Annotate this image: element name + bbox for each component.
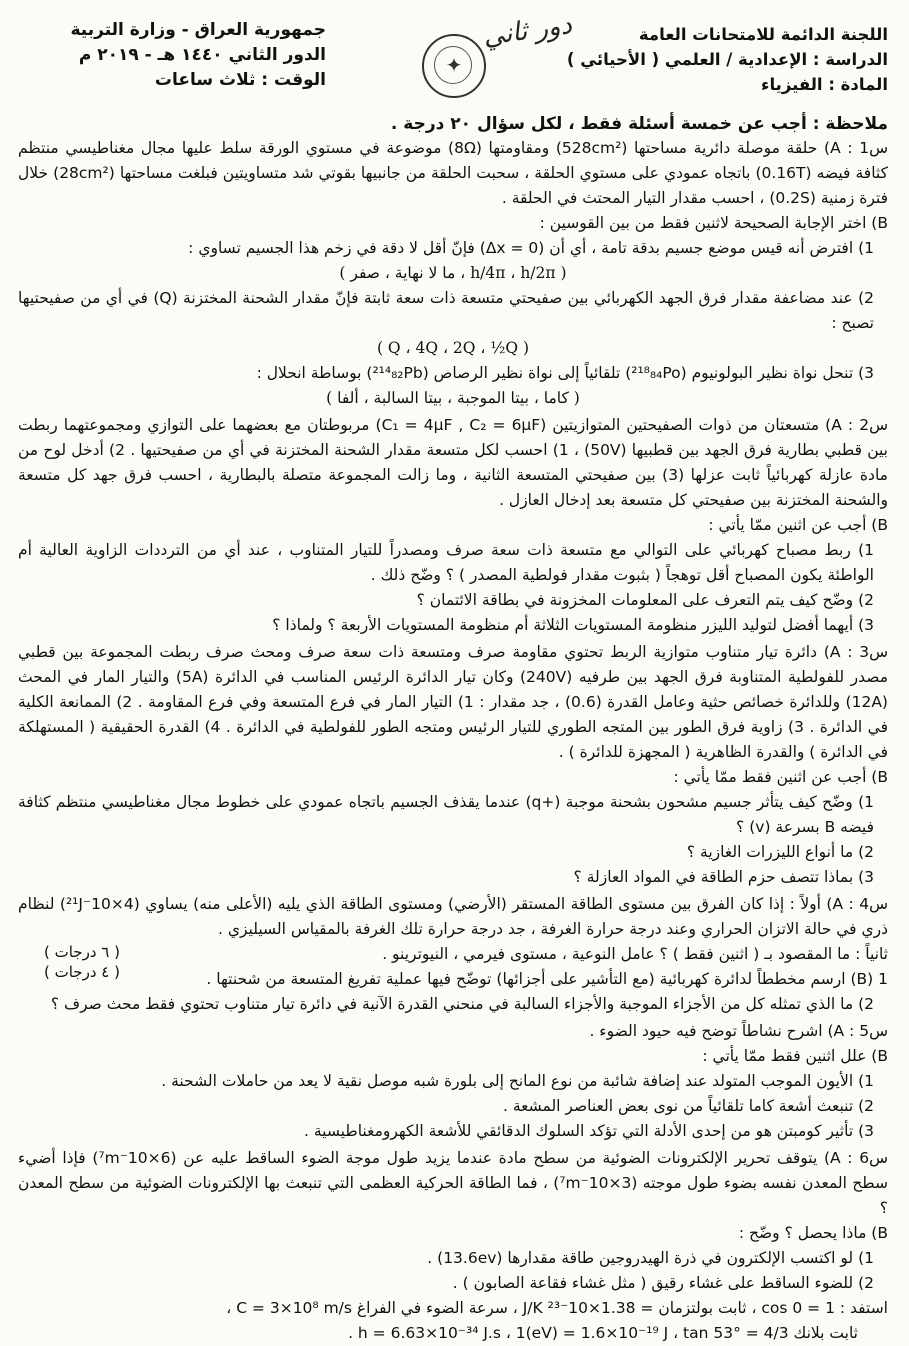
question-5 (18, 1019, 888, 1144)
q1-part-b-intro: B) اختر الإجابة الصحيحة لاثنين فقط من بين القوسين : (539, 214, 888, 232)
q2-b-item-3: 3) أيهما أفضل لتوليد الليزر منظومة المستويات الثلاثة أم منظومة المستويات الأربعة ؟ ولماذا ؟ (272, 616, 874, 634)
q6-b-item-2: 2) للضوء الساقط على غشاء رقيق ( مثل غشاء فقاعة الصابون ) . (452, 1274, 874, 1292)
q2-b-item-2: 2) وضّح كيف يتم التعرف على المعلومات المخزونة في بطاقة الائتمان ؟ (416, 591, 874, 609)
q2-part-b-intro: B) أجب عن اثنين ممّا يأتي : (708, 516, 888, 534)
ministry-seal-icon: ✦ (422, 34, 486, 98)
q3-b-item-1: 1) وضّح كيف يتأثر جسيم مشحون بشحنة موجبة (+q) عندما يقذف الجسيم باتجاه عمودي على خطوط مجال مغناطيسي منتظم كثافة فيضه B بسرعة (v) ؟ (18, 793, 874, 836)
q1-b-item-3: 3) تنحل نواة نظير البولونيوم (²¹⁸₈₄Po) تلقائياً إلى نواة نظير الرصاص (²¹⁴₈₂Pb) بوساطة انحلال : (256, 364, 874, 382)
q4-b-item-1: B) 1) ارسم مخططاً لدائرة كهربائية (مع التأشير على أجزائها) توضّح فيها عملية تفريغ المتسعة من شحنتها . (206, 970, 888, 988)
q1-b-item-1: 1) افترض أنه قيس موضع جسيم بدقة تامة ، أي أن (Δx = 0) فإنّ أقل لا دقة في زخم هذا الجسيم تساوي : (188, 239, 874, 257)
q3-b-item-2: 2) ما أنواع الليزرات الغازية ؟ (686, 843, 874, 861)
q6-b-item-1: 1) لو اكتسب الإلكترون في ذرة الهيدروجين طاقة مقدارها (13.6ev) . (427, 1249, 874, 1267)
question-6 (18, 1146, 888, 1346)
exam-header (18, 9, 888, 110)
q4-marks-2: ( ٤ درجات ) (44, 963, 120, 981)
exam-note: ملاحظة : أجب عن خمسة أسئلة فقط ، لكل سؤال ٢٠ درجة . (390, 114, 888, 134)
q1-b-item-2: 2) عند مضاعفة مقدار فرق الجهد الكهربائي بين صفيحتي متسعة ذات سعة ثابتة فإنّ مقدار الشحنة المختزنة (Q) في أي من صفيحتيها تصبح : (18, 289, 875, 332)
q2-part-a: س2 : A) متسعتان من ذوات الصفيحتين المتوازيتين (C₁ = 4μF , C₂ = 6μF) مربوطتان مع بعضهما على التوازي ومجموعتهما ربطت بين قطبي بطارية فرق الجهد بين قطبيها (50V) ، 1) احسب لكل متسعة مقدار الشحنة المختزنة في أي من صفيحتيها . 2) أدخل لوح من مادة عازلة كهربائياً ثابت عزلها (3) بين صفيحتي المتسعة الثانية ، وما زالت المجموعة متصلة بالبطارية ، احسب فرق جهد كل متسعة والشحنة المختزنة بين صفيحتي كل متسعة بعد إدخال العازل . (18, 416, 888, 509)
q1-b-item-1-options: ( h/4π ، h/2π ، ما لا نهاية ، صفر ) (339, 264, 567, 282)
handwritten-note: دور ثاني (481, 9, 574, 53)
constants-line-1: استفد : cos 0 = 1 ، ثابت بولتزمان = 1.38×10⁻²³ J/K ، سرعة الضوء في الفراغ C = 3×10⁸ m/s ، (226, 1299, 888, 1317)
ministry-name: جمهورية العراق - وزارة التربية (70, 20, 326, 40)
q2-b-item-1: 1) ربط مصباح كهربائي على التوالي مع متسعة ذات سعة صرف ومصدراً للتيار المتناوب ، عند أي من الترددات الزاوية العالية أم الواطئة يكون المصباح أقل توهجاً ( بثبوت مقدار فولطية المصدر ) ؟ وضّح ذلك . (18, 541, 874, 584)
question-2 (18, 413, 888, 638)
q3-part-b-intro: B) أجب عن اثنين فقط ممّا يأتي : (673, 768, 888, 786)
question-3 (18, 640, 888, 890)
q6-part-a: س6 : A) يتوقف تحرير الإلكترونات الضوئية من سطح مادة عندما يزيد طول موجة الضوء الساقط عليه عن (6×10⁻⁷m) فإذا أضيء سطح المعدن نفسه بضوء طول موجته (3×10⁻⁷m) ، فما الطاقة الحركية العظمى التي تنبعث بها الإلكترونات الضوئية من سطح المعدن ؟ (18, 1149, 888, 1217)
exam-time: الوقت : ثلاث ساعات (154, 70, 326, 90)
ministry-block (36, 18, 326, 93)
q4-marks-1: ( ٦ درجات ) (44, 943, 120, 961)
q5-part-a: س5 : A) اشرح نشاطاً توضح فيه حيود الضوء . (589, 1022, 888, 1040)
q1-b-item-3-options: ( كاما ، بيتا الموجبة ، بيتا السالبة ، ألفا ) (326, 389, 580, 407)
q1-part-a: س1 : A) حلقة موصلة دائرية مساحتها (528cm²) ومقاومتها (8Ω) موضوعة في مستوي الورقة سلط عليها مجال مغناطيسي منتظم كثافة فيضه (0.16T) باتجاه عمودي على مستوي الحلقة ، سحبت الحلقة من جانبيها بقوتي شد متساويتين فبلغت مساحتها (28cm²) خلال فترة زمنية (0.2S) ، احسب مقدار التيار المحتث في الحلقة . (18, 139, 889, 207)
q1-b-item-2-options: ( Q ، 4Q ، 2Q ، ½Q ) (376, 339, 530, 357)
constants-line-2: ثابت بلانك h = 6.63×10⁻³⁴ J.s ، 1(eV) = 1.6×10⁻¹⁹ J ، tan 53° = 4/3 . (348, 1324, 858, 1342)
subject-name: المادة : الفيزياء (761, 75, 888, 94)
study-branch: الدراسة : الإعدادية / العلمي ( الأحيائي ) (566, 50, 888, 69)
q3-part-a: س3 : A) دائرة تيار متناوب متوازية الربط تحتوي مقاومة صرف ومتسعة ذات سعة صرف ومحث صرف ربطت المجموعة بين قطبي مصدر للفولطية المتناوبة فرق الجهد بين طرفيه (240V) وكان تيار الدائرة الرئيس المناسب في الدائرة (5A) والتيار المار في المحث (12A) وللدائرة خصائص حثية وعامل القدرة (0.6) ، جد مقدار : 1) التيار المار في فرع المتسعة وفي فرع المقاومة . 2) الممانعة الكلية في الدائرة . 3) زاوية فرق الطور بين المتجه الطوري للتيار الرئيس ومتجه الطور للفولطية في الدائرة . 4) القدرة الحقيقية ( المستهلكة في الدائرة ) والقدرة الظاهرية ( المجهزة للدائرة ) . (18, 643, 888, 761)
committee-block (567, 22, 888, 97)
exam-sheet (18, 9, 889, 1342)
question-1 (18, 136, 888, 411)
q4-marks (44, 942, 120, 982)
exam-session: الدور الثاني ١٤٤٠ هـ - ٢٠١٩ م (78, 45, 326, 65)
q5-part-b-intro: B) علل اثنين فقط ممّا يأتي : (702, 1047, 888, 1065)
q3-b-item-3: 3) بماذا تتصف حزم الطاقة في المواد العازلة ؟ (573, 868, 874, 886)
q6-part-b-intro: B) ماذا يحصل ؟ وضّح : (738, 1224, 888, 1242)
question-4 (18, 892, 888, 1017)
q4-part-a2: ثانياً : ما المقصود بـ ( اثنين فقط ) ؟ عامل النوعية ، مستوى فيرمي ، النيوترينو . (382, 945, 888, 963)
committee-name: اللجنة الدائمة للامتحانات العامة (638, 25, 888, 44)
q4-part-a: س4 : A) أولاً : إذا كان الفرق بين مستوى الطاقة المستقر (الأرضي) ومستوى الطاقة الذي يليه (الأعلى منه) يساوي (4×10⁻²¹J) لنظام ذري في حالة الاتزان الحراري وعند درجة حرارة الغرفة ، جد درجة حرارة تلك الغرفة بالمقياس السيليزي . (18, 895, 888, 938)
q5-b-item-2: 2) تنبعث أشعة كاما تلقائياً من نوى بعض العناصر المشعة . (503, 1097, 874, 1115)
q5-b-item-3: 3) تأثير كومبتن هو من إحدى الأدلة التي تؤكد السلوك الدقائقي للأشعة الكهرومغناطيسية . (304, 1122, 874, 1140)
q4-b-item-2: 2) ما الذي تمثله كل من الأجزاء الموجبة والأجزاء السالبة في منحني القدرة الآنية في دائرة تيار متناوب تحتوي فقط محث صرف ؟ (50, 995, 874, 1013)
q5-b-item-1: 1) الأيون الموجب المتولد عند إضافة شائبة من نوع المانح إلى بلورة شبه موصل نقية لا يعد من حاملات الشحنة . (161, 1072, 874, 1090)
